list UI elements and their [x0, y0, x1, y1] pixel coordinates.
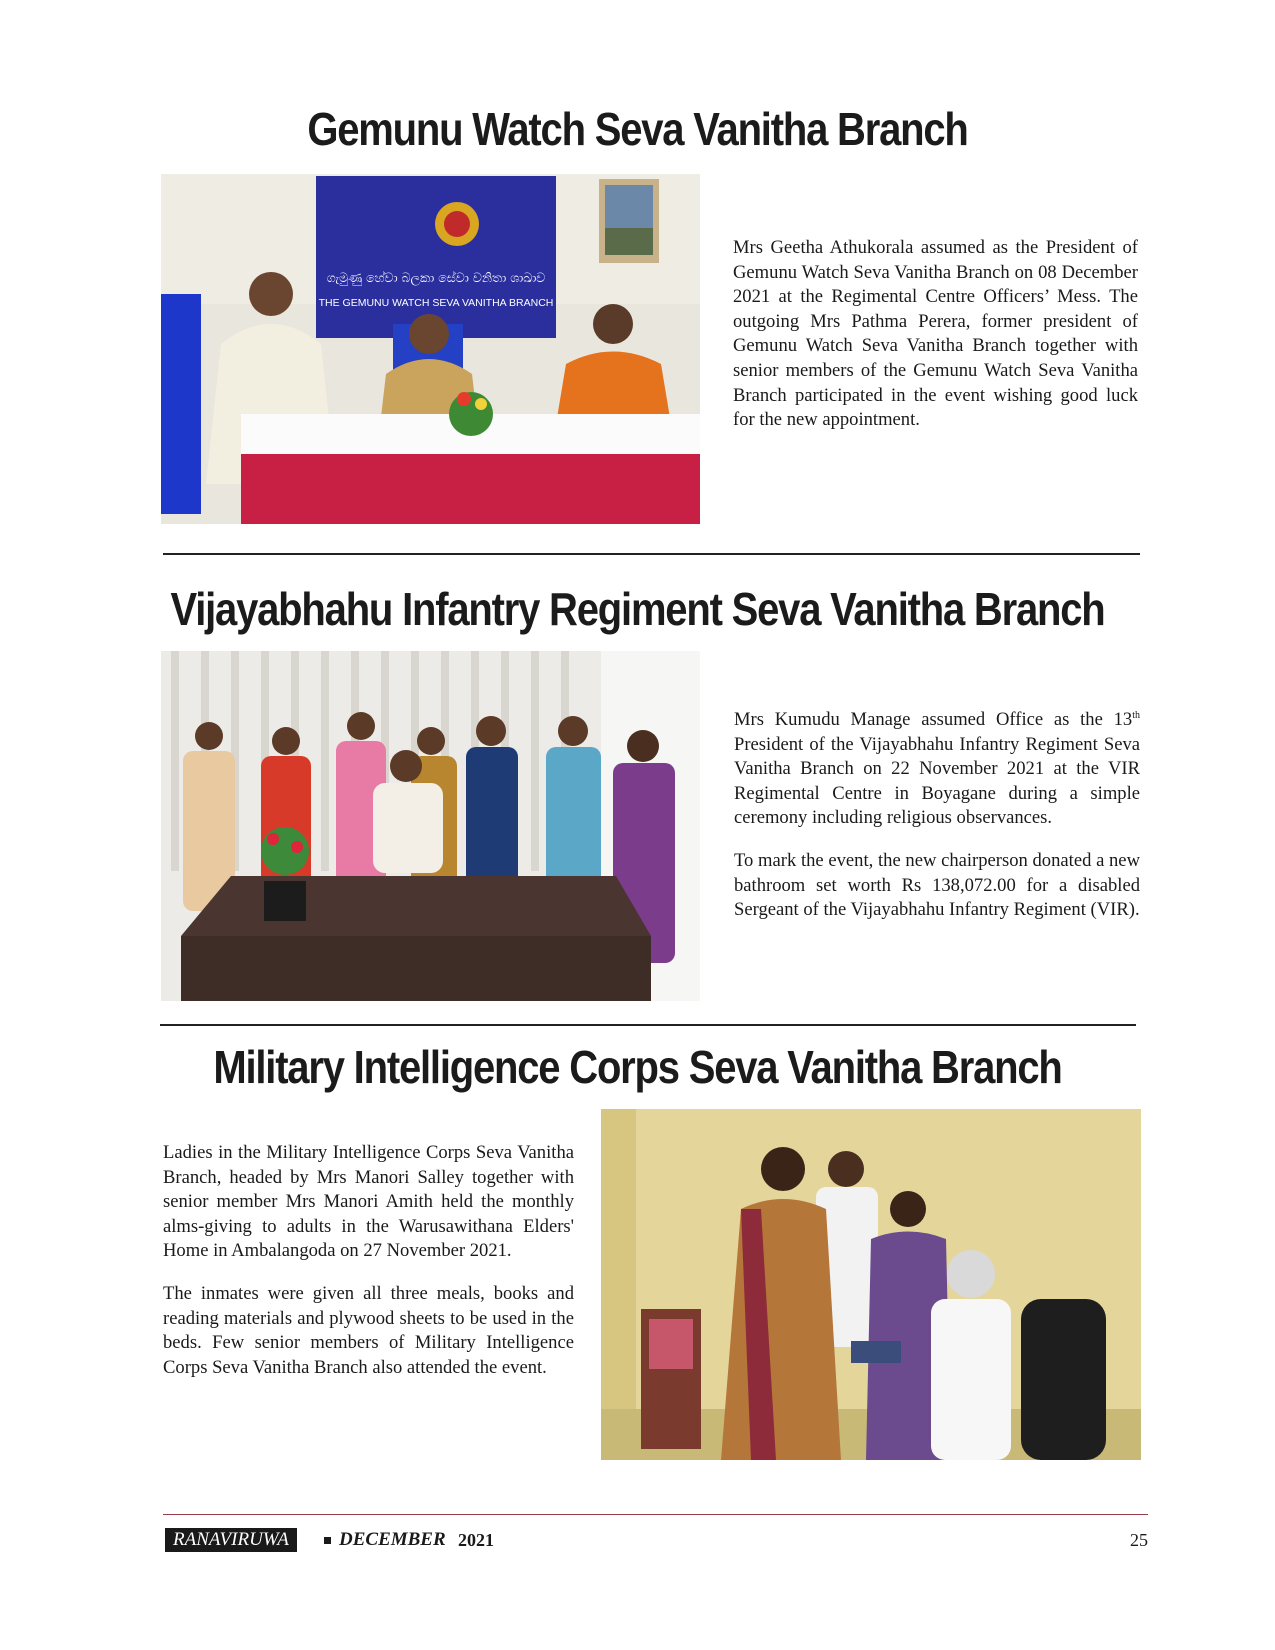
article-body-military-intelligence [163, 1141, 574, 1398]
section-divider [163, 553, 1140, 555]
issue-month: DECEMBER [339, 1529, 446, 1550]
page-footer [163, 1528, 1148, 1554]
article-title-gemunu: Gemunu Watch Seva Vanitha Branch [307, 104, 968, 156]
paragraph-text: Mrs Kumudu Manage assumed Office as the 13 [734, 709, 1133, 730]
banner-english-text: THE GEMUNU WATCH SEVA VANITHA BRANCH [318, 297, 554, 309]
paragraph: Mrs Geetha Athukorala assumed as the President of Gemunu Watch Seva Vanitha Branch on 08 December 2021 at the Regimental Centre Officers’ Mess. The outgoing Mrs Pathma Perera, former president of Gemunu Watch Seva Vanitha Branch together with senior members of the Gemunu Watch Seva Vanitha Branch participated in the event wishing good luck for the new appointment. [733, 237, 1138, 431]
article-body-vijayabhahu [734, 708, 1140, 941]
photo-vijayabhahu-group [161, 651, 700, 1001]
square-bullet-icon [324, 1537, 331, 1544]
photo-gemunu-image [161, 174, 700, 524]
photo-vijayabhahu-image [161, 651, 700, 1001]
article-body-gemunu [733, 236, 1138, 451]
paragraph: The inmates were given all three meals, books and reading materials and plywood sheets to be used in the beds. Few senior members of Military Intelligence Corps Seva Vanitha Branch also attended the event. [163, 1282, 574, 1378]
footer-rule [163, 1514, 1148, 1515]
paragraph: To mark the event, the new chairperson donated a new bathroom set worth Rs 138,072.00 for a disabled Sergeant of the Vijayabhahu Infantry Regiment (VIR). [734, 849, 1140, 921]
issue-year: 2021 [458, 1530, 494, 1550]
photo-military-intelligence-almsgiving [601, 1109, 1141, 1460]
paragraph-text: President of the Vijayabhahu Infantry Regiment Seva Vanitha Branch on 22 November 2021 at the VIR Regimental Centre in Boyagane during a simple ceremony including religious observances. [734, 733, 1140, 829]
banner-sinhala-text: ගැමුණු හේවා බලකා සේවා වනිතා ශාඛාව [326, 270, 546, 285]
superscript-ordinal: th [1132, 709, 1140, 721]
paragraph [734, 708, 1140, 831]
photo-military-intelligence-image [601, 1109, 1141, 1460]
article-title-vijayabhahu: Vijayabhahu Infantry Regiment Seva Vanitha Branch [170, 584, 1105, 636]
publication-name: RANAVIRUWA [165, 1528, 297, 1552]
photo-gemunu-meeting [161, 174, 700, 524]
article-title-military-intelligence: Military Intelligence Corps Seva Vanitha Branch [213, 1042, 1062, 1094]
paragraph: Ladies in the Military Intelligence Corps Seva Vanitha Branch, headed by Mrs Manori Salley together with senior member Mrs Manori Amith held the monthly alms-giving to adults in the Warusawithana Elders' Home in Ambalangoda on 27 November 2021. [163, 1142, 574, 1262]
page-number: 25 [1130, 1530, 1148, 1550]
section-divider [160, 1024, 1136, 1026]
